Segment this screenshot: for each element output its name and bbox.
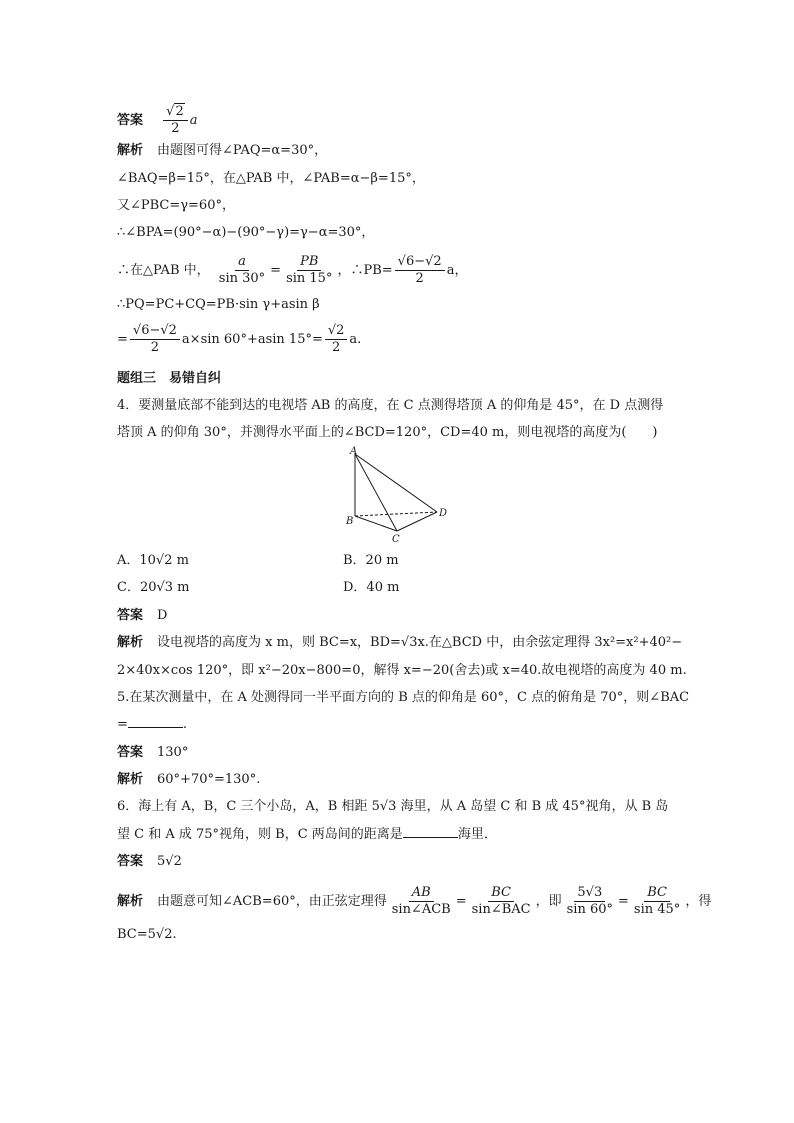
q6-answer: 5√2 — [157, 854, 182, 869]
q5-stem-line-2: = . — [117, 717, 188, 732]
q4-stem-line-1: 4．要测量底部不能到达的电视塔 AB 的高度，在 C 点测得塔顶 A 的仰角是 45°，在 D 点测得 — [117, 398, 664, 413]
q5-answer-line: 答案 130° — [117, 745, 189, 760]
q6-stem-line-2: 望 C 和 A 成 75°视角，则 B，C 两岛间的距离是 海里． — [117, 827, 497, 842]
prev-analysis-line-1: 解析 由题图可得∠PAQ=α=30°， — [117, 143, 328, 158]
point-B-label: B — [346, 516, 354, 527]
q6-analysis-line-1: 解析 由题意可知∠ACB=60°，由正弦定理得 $\frac{AB}{\text{sin∠ACB}}$ = $\frac{BC}{\text{sin∠BAC}}$ ，即 $\frac{5√3}{\sin 60^\circ}$ = $\frac{BC}{\sin 45^\circ}$ ，得 — [117, 885, 712, 917]
group-title: 题组三 易错自纠 — [117, 371, 222, 386]
q5-stem-line-1: 5.在某次测量中，在 A 处测得同一半平面方向的 B 点的仰角是 60°，C 点的俯角是 70°，则∠BAC — [117, 690, 690, 705]
q6-stem-line-1: 6．海上有 A，B，C 三个小岛，A，B 相距 5√3 海里，从 A 岛望 C 和 B 成 45°视角，从 B 岛 — [117, 799, 669, 814]
q6-answer-blank — [403, 825, 458, 838]
q4-answer: D — [157, 608, 168, 623]
prev-analysis-line-2: ∠BAQ=β=15°，在△PAB 中，∠PAB=α−β=15°， — [117, 171, 425, 186]
q6-analysis-line-2: BC=5√2. — [117, 927, 177, 942]
q5-analysis-line: 解析 60°+70°=130°. — [117, 772, 261, 787]
prev-analysis-line-3: 又∠PBC=γ=60°， — [117, 198, 235, 213]
q5-answer-blank — [128, 715, 183, 728]
q4-analysis-line-1: 解析 设电视塔的高度为 x m，则 BC=x，BD=√3x.在△BCD 中，由余弦定理得 3x²=x²+40²− — [117, 635, 683, 650]
point-C-label: C — [392, 534, 400, 544]
prev-analysis-line-6: ∴PQ=PC+CQ=PB·sin γ+asin β — [117, 297, 320, 312]
q4-stem-line-2: 塔顶 A 的仰角 30°，并测得水平面上的∠BCD=120°，CD=40 m，则电视塔的高度为( ) — [117, 425, 658, 440]
q4-option-b: B．20 m — [343, 553, 399, 568]
q4-figure — [340, 446, 455, 544]
point-D-label: D — [439, 508, 448, 519]
q4-option-d: D．40 m — [343, 580, 400, 595]
edge-BC — [355, 516, 397, 531]
q4-option-c: C．20√3 m — [117, 580, 190, 595]
q4-answer-line: 答案 D — [117, 608, 168, 623]
edge-AD — [355, 454, 437, 512]
prev-answer-line: 答案 $\frac{√2}{2}$ a — [117, 104, 198, 136]
prev-analysis-line-4: ∴∠BPA=(90°−α)−(90°−γ)=γ−α=30°， — [117, 225, 375, 240]
prev-analysis-line-5: ∴在△PAB 中， $\frac{a}{\sin 30^\circ}$ = $\frac{PB}{\sin 15^\circ}$ ，∴PB= $\frac{√6-√2}{2}$ a， — [117, 254, 468, 286]
edge-CD — [397, 512, 437, 531]
answer-label: 答案 — [117, 113, 144, 128]
q6-answer-line: 答案 5√2 — [117, 854, 182, 869]
q4-analysis-line-2: 2×40x×cos 120°，即 x²−20x−800=0，解得 x=−20(舍去)或 x=40.故电视塔的高度为 40 m. — [117, 663, 687, 678]
answer-fraction: $\frac{√2}{2}$ — [163, 104, 188, 137]
edge-AC — [355, 454, 397, 531]
q4-option-a: A．10√2 m — [117, 553, 189, 568]
prev-analysis-line-7: = $\frac{√6-√2}{2}$ a×sin 60°+asin 15°= $\frac{√2}{2}$ a. — [117, 323, 362, 355]
point-A-label: A — [350, 446, 358, 457]
edge-BD — [355, 512, 437, 516]
q5-answer: 130° — [157, 745, 189, 760]
analysis-label: 解析 — [117, 143, 144, 158]
